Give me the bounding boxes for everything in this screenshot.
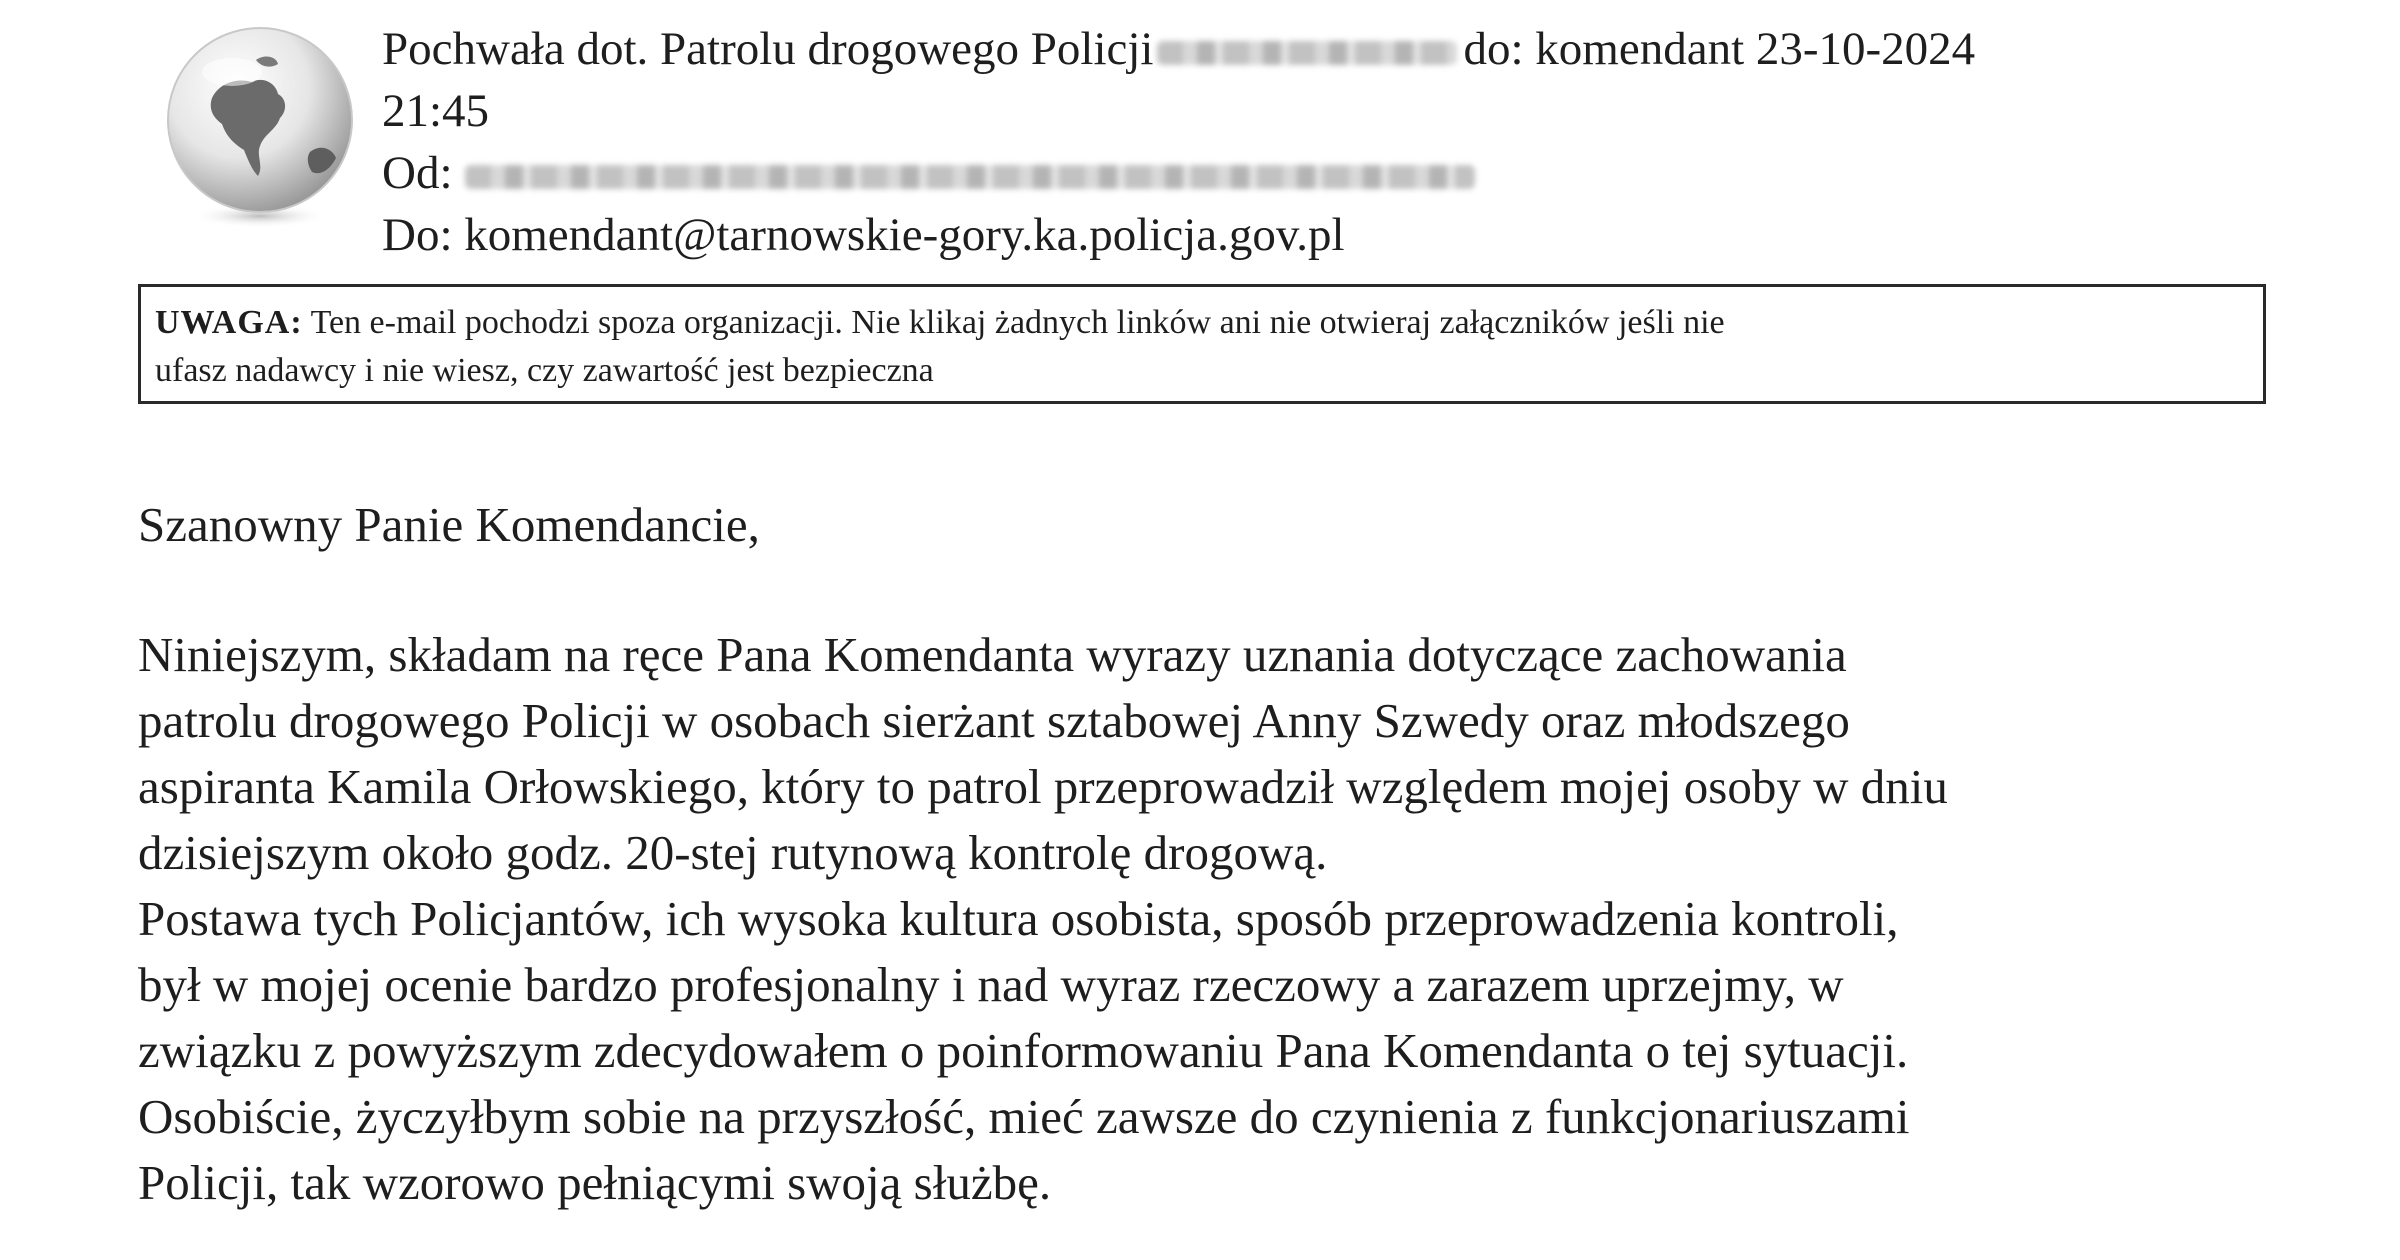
body-line: Osobiście, życzyłbym sobie na przyszłość, mieć zawsze do czynienia z funkcjonariuszami — [138, 1089, 1910, 1144]
external-email-warning — [138, 284, 2266, 404]
globe-icon — [160, 20, 360, 230]
warning-text: Ten e-mail pochodzi spoza organizacji. Nie klikaj żadnych linków ani nie otwieraj załączników jeśli nie — [310, 304, 1725, 341]
from-line — [382, 142, 2322, 204]
email-time: 21:45 — [382, 85, 490, 137]
subject-text: Pochwała dot. Patrolu drogowego Policji — [382, 23, 1154, 75]
email-body — [138, 492, 2298, 1216]
warning-text-2: ufasz nadawcy i nie wiesz, czy zawartość jest bezpieczna — [155, 352, 934, 389]
redacted-name — [1157, 41, 1457, 65]
body-line: Postawa tych Policjantów, ich wysoka kultura osobista, sposób przeprowadzenia kontroli, — [138, 891, 1899, 946]
from-label: Od: — [382, 147, 453, 199]
body-paragraph — [138, 622, 2298, 1216]
body-line: był w mojej ocenie bardzo profesjonalny i nad wyraz rzeczowy a zarazem uprzejmy, w — [138, 957, 1844, 1012]
to-line — [382, 204, 2322, 266]
to-label: Do: — [382, 209, 453, 261]
email-header — [382, 18, 2322, 266]
body-line: Policji, tak wzorowo pełniącymi swoją służbę. — [138, 1155, 1052, 1210]
body-line: aspiranta Kamila Orłowskiego, który to patrol przeprowadził względem mojej osoby w dniu — [138, 759, 1948, 814]
body-line: Niniejszym, składam na ręce Pana Komendanta wyrazy uznania dotyczące zachowania — [138, 627, 1847, 682]
to-address: komendant@tarnowskie-gory.ka.policja.gov.pl — [464, 209, 1345, 261]
body-line: patrolu drogowego Policji w osobach sierżant sztabowej Anny Szwedy oraz młodszego — [138, 693, 1850, 748]
subject-recipient-date: do: komendant 23-10-2024 — [1463, 23, 1976, 75]
warning-label: UWAGA: — [155, 304, 303, 341]
body-line: związku z powyższym zdecydowałem o poinformowaniu Pana Komendanta o tej sytuacji. — [138, 1023, 1909, 1078]
body-line: dzisiejszym około godz. 20-stej rutynową kontrolę drogową. — [138, 825, 1328, 880]
subject-line — [382, 18, 2322, 80]
redacted-sender — [465, 165, 1475, 189]
salutation: Szanowny Panie Komendancie, — [138, 497, 760, 552]
